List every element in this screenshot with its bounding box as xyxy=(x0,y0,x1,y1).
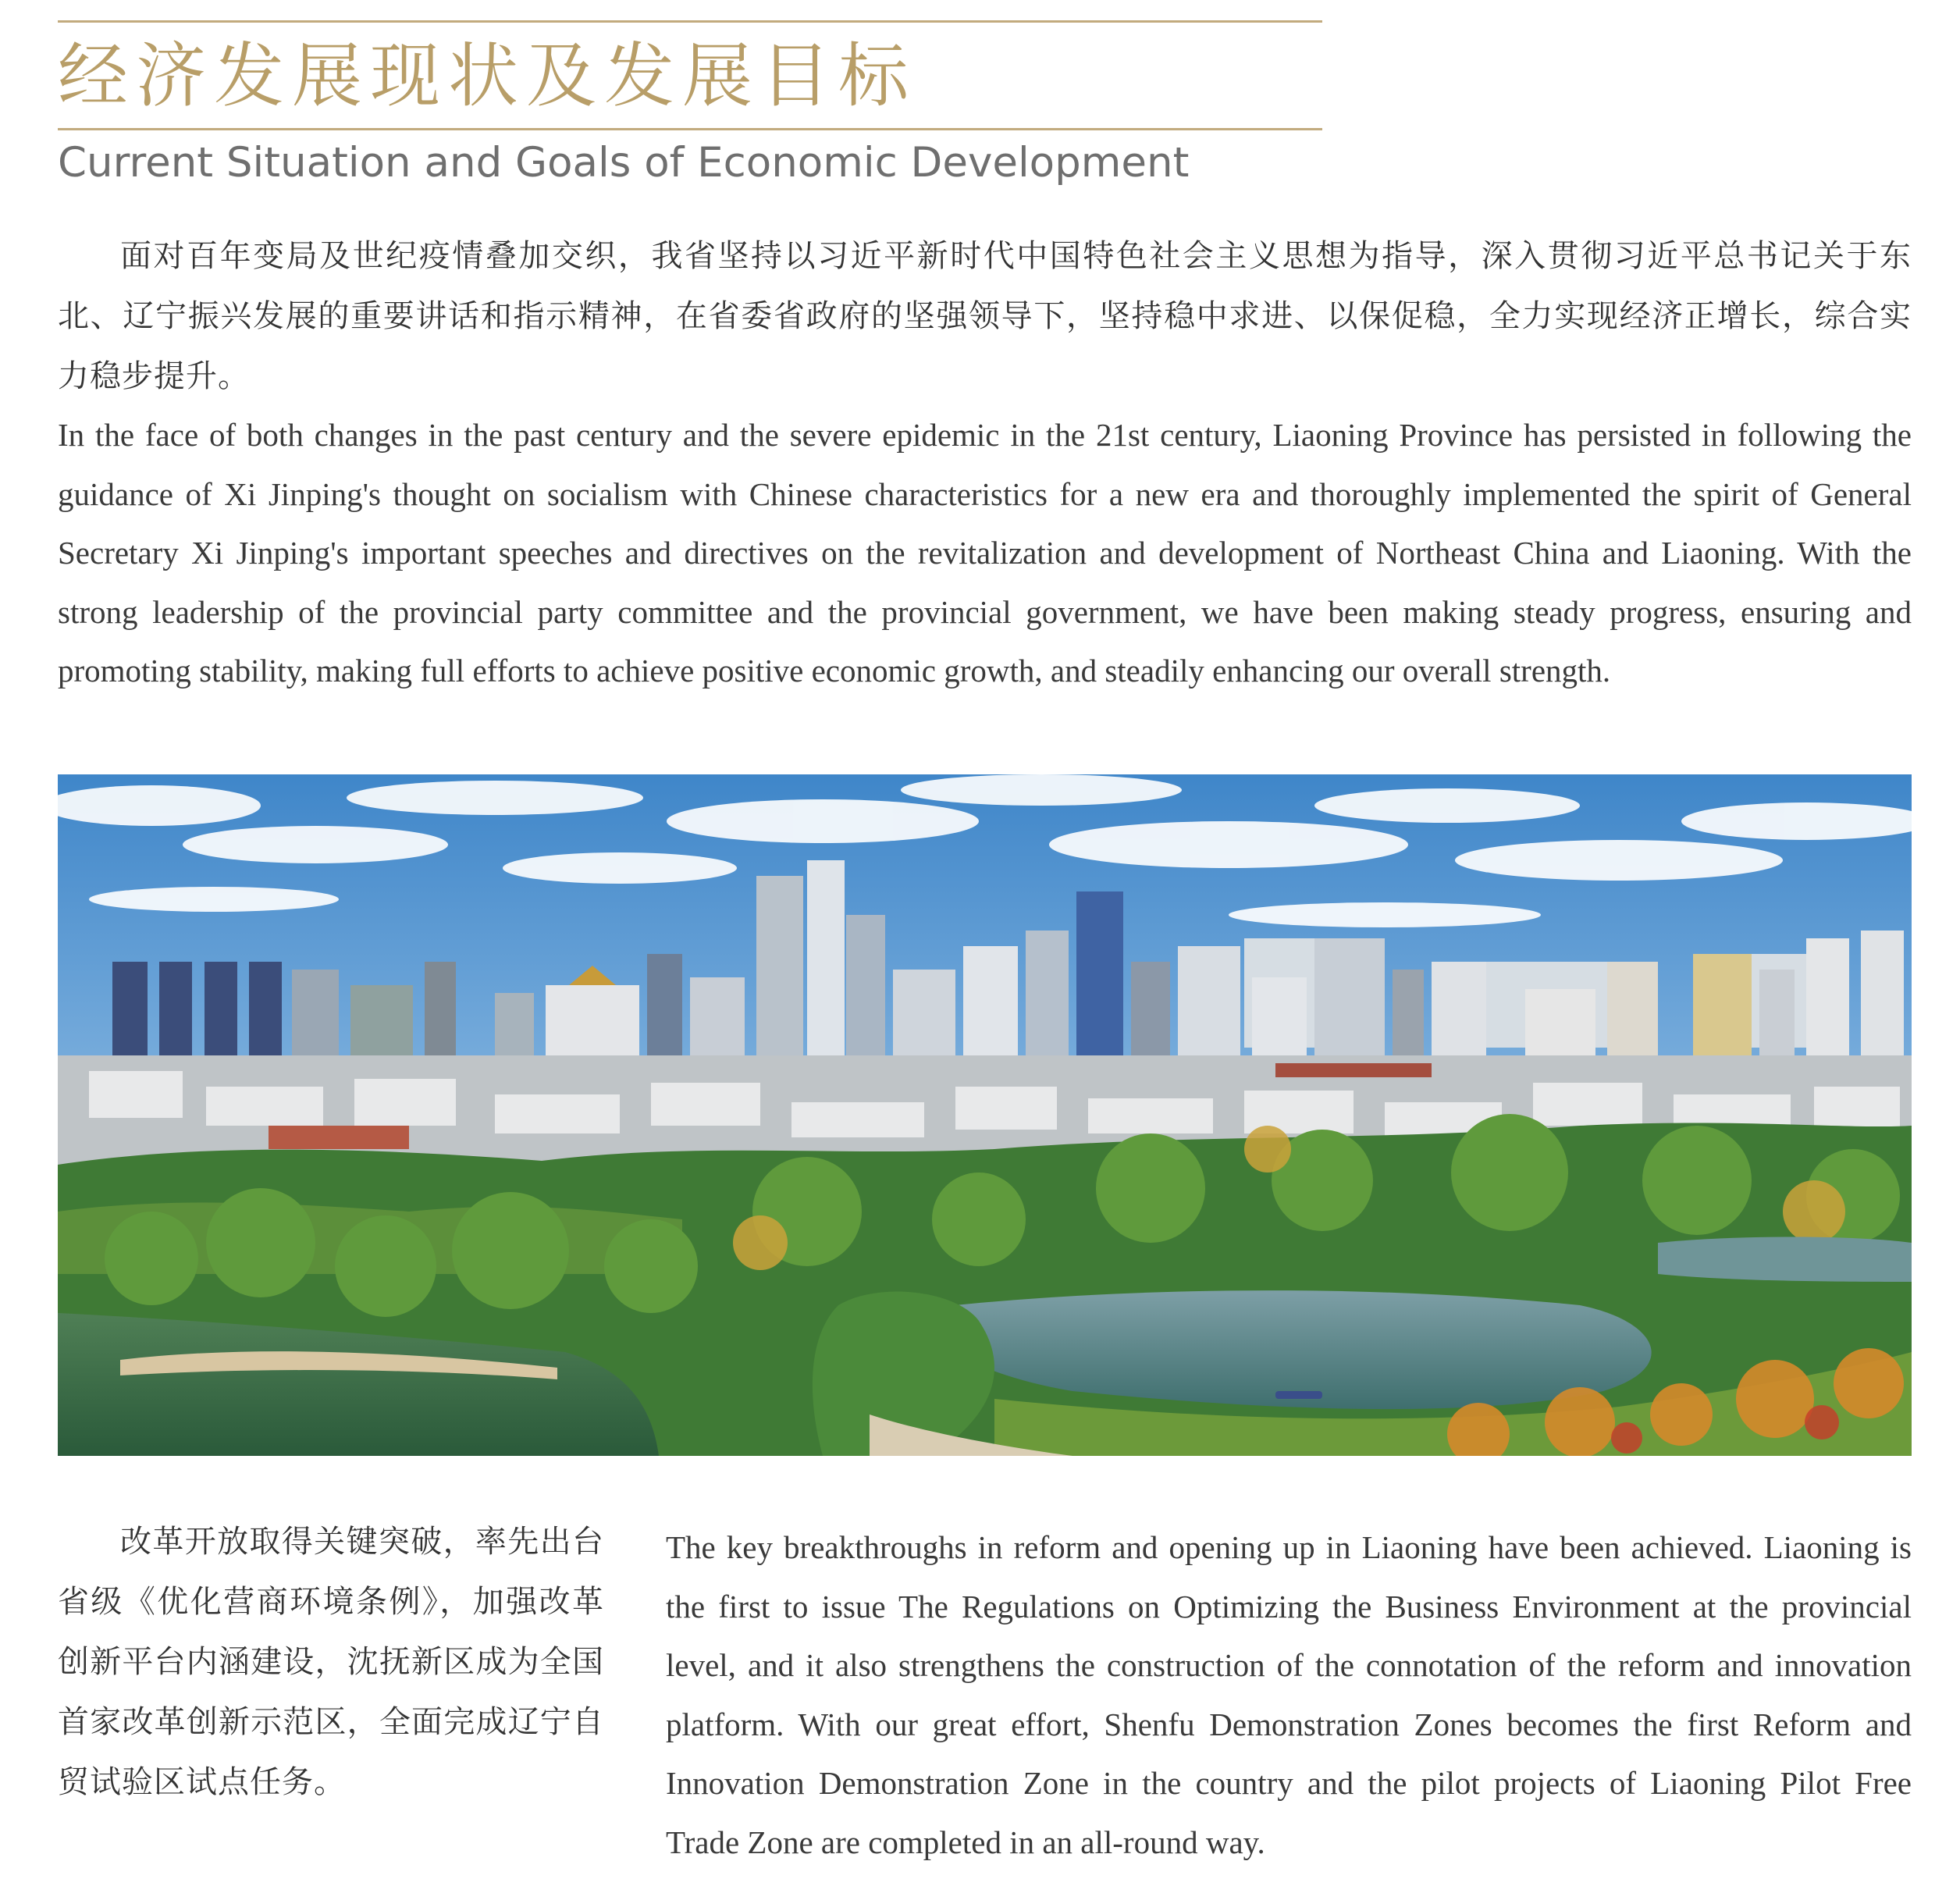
intro-paragraph-en: In the face of both changes in the past century and the severe epidemic in the 21st century, Liaoning Province has persisted in following the guidance of Xi Jinping's thought on socialism with Chinese characteristics for a new era and thoroughly implemented the spirit of General Secretary Xi Jinping's important speeches and directives on the revitalization and development of Northeast China and Liaoning. With the strong leadership of the provincial party committee and the provincial government, we have been making steady progress, ensuring and promoting stability, making full efforts to achieve positive economic growth, and steadily enhancing our overall strength. xyxy=(58,417,1912,689)
page-title-zh: 经济发展现状及发展目标 xyxy=(58,35,916,117)
city-panorama-photo xyxy=(58,774,1912,1456)
title-divider xyxy=(58,128,1322,130)
reform-paragraph-en: The key breakthroughs in reform and opening up in Liaoning have been achieved. Liaoning is the first to issue The Regulations on Optimizing the Business Environment at the provincial level, and it also strengthens the construction of the connotation of the reform and innovation platform. With our great effort, Shenfu Demonstration Zones becomes the first Reform and Innovation Demonstration Zone in the country and the pilot projects of Liaoning Pilot Free Trade Zone are completed in an all-round way. xyxy=(666,1529,1912,1860)
top-divider xyxy=(58,20,1322,23)
page-title-en: Current Situation and Goals of Economic Development xyxy=(58,139,1190,187)
reform-paragraph-zh: 改革开放取得关键突破，率先出台省级《优化营商环境条例》，加强改革创新平台内涵建设，沈抚新区成为全国首家改革创新示范区，全面完成辽宁自贸试验区试点任务。 xyxy=(58,1524,604,1800)
intro-paragraph-zh: 面对百年变局及世纪疫情叠加交织，我省坚持以习近平新时代中国特色社会主义思想为指导，深入贯彻习近平总书记关于东北、辽宁振兴发展的重要讲话和指示精神，在省委省政府的坚强领导下，坚持稳中求进、以保促稳，全力实现经济正增长，综合实力稳步提升。 xyxy=(58,238,1912,394)
